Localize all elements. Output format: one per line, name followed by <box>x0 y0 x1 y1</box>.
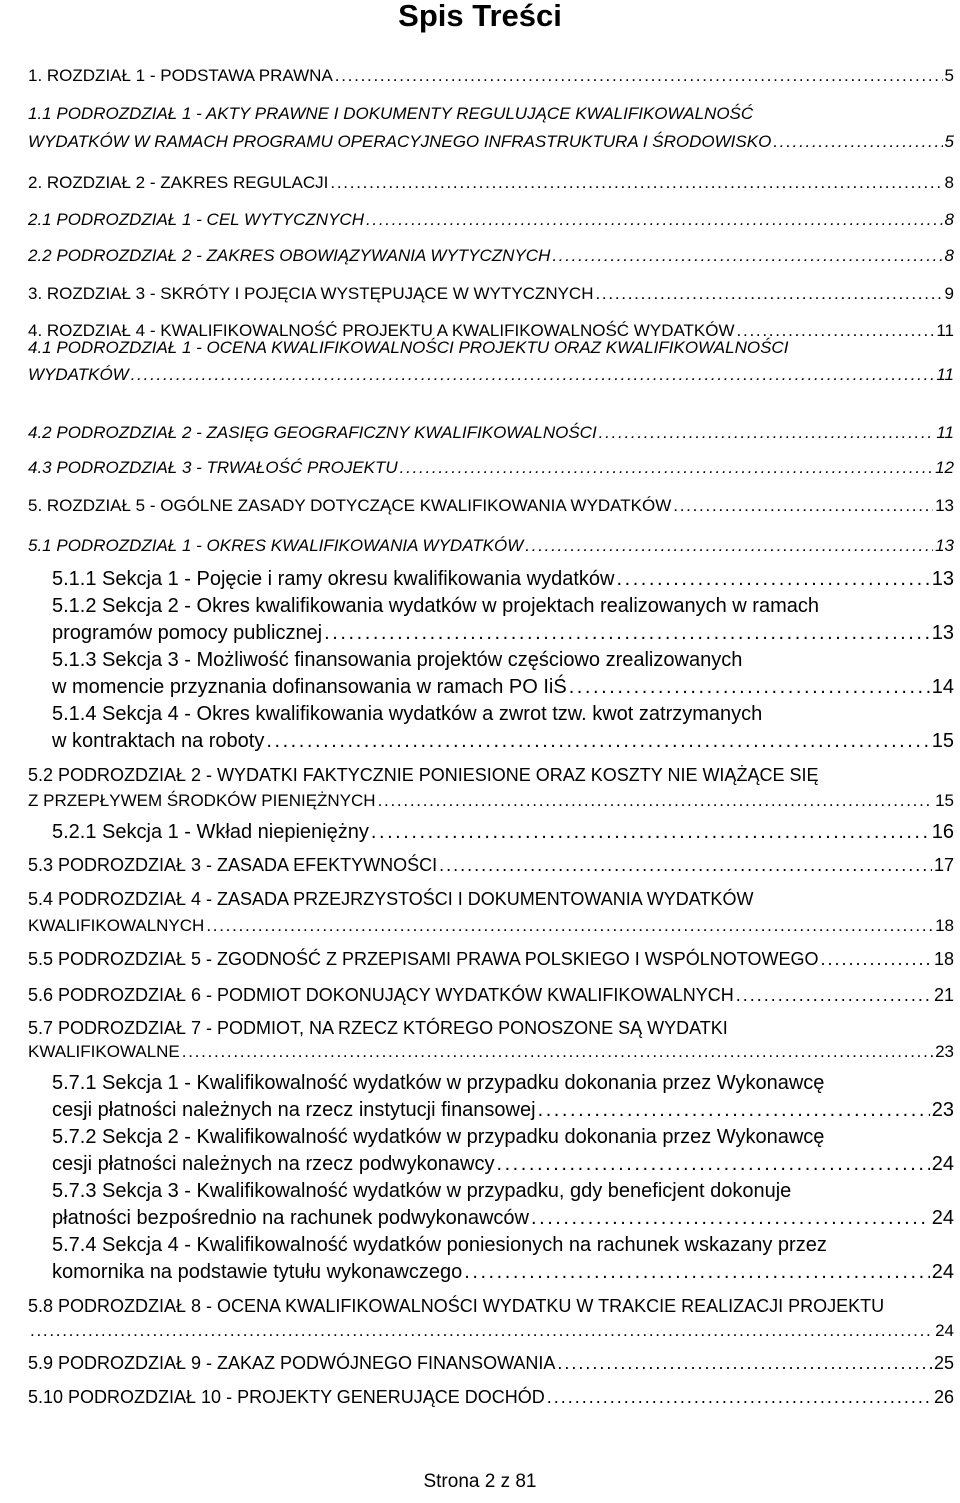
toc-page-number: 8 <box>944 173 954 192</box>
toc-leader <box>131 362 935 388</box>
toc-entry-2-1[interactable] <box>28 207 954 233</box>
toc-leader <box>30 1318 933 1344</box>
toc-leader <box>820 946 932 972</box>
page-footer: Strona 2 z 81 <box>423 1471 537 1492</box>
toc-entry-2[interactable] <box>28 170 954 196</box>
toc-leader <box>595 281 942 307</box>
toc-entry-5-1-1[interactable] <box>52 566 954 592</box>
toc-entry-text: 4. ROZDZIAŁ 4 - KWALIFIKOWALNOŚĆ PROJEKTU A KWALIFIKOWALNOŚĆ WYDATKÓW <box>28 321 735 340</box>
toc-page-number: 23 <box>931 1099 954 1121</box>
toc-leader <box>330 170 942 196</box>
toc-entry-4-1-line1[interactable]: 4.1 PODROZDZIAŁ 1 - OCENA KWALIFIKOWALNOŚCI PROJEKTU ORAZ KWALIFIKOWALNOŚCI <box>28 338 789 357</box>
toc-entry-text: KWALIFIKOWALNYCH <box>28 916 205 935</box>
toc-page-number: 12 <box>935 458 954 477</box>
toc-entry-5-1-3[interactable] <box>52 674 954 700</box>
toc-entry-5-10[interactable] <box>28 1384 954 1410</box>
toc-page-number: 13 <box>935 536 954 555</box>
toc-entry-3[interactable] <box>28 281 954 307</box>
toc-page-number: 24 <box>931 1261 954 1283</box>
toc-entry-text: WYDATKÓW W RAMACH PROGRAMU OPERACYJNEGO INFRASTRUKTURA I ŚRODOWISKO <box>28 132 772 151</box>
toc-page-number: 11 <box>936 423 954 442</box>
toc-leader <box>673 493 933 519</box>
toc-entry-5[interactable] <box>28 493 954 519</box>
toc-entry-4-1[interactable] <box>28 362 954 388</box>
toc-entry-text: 2. ROZDZIAŁ 2 - ZAKRES REGULACJI <box>28 173 329 192</box>
toc-page-number: 18 <box>933 949 954 969</box>
toc-leader <box>538 1097 930 1123</box>
toc-entry-text: Z PRZEPŁYWEM ŚRODKÓW PIENIĘŻNYCH <box>28 791 376 810</box>
toc-entry-text: 3. ROZDZIAŁ 3 - SKRÓTY I POJĘCIA WYSTĘPUJĄCE W WYTYCZNYCH <box>28 284 594 303</box>
toc-leader <box>324 620 930 646</box>
toc-page-number: 11 <box>936 321 954 340</box>
toc-leader <box>616 566 929 592</box>
toc-page-number: 17 <box>933 855 954 875</box>
toc-leader <box>736 982 932 1008</box>
toc-page-number: 25 <box>933 1353 954 1373</box>
toc-page-number: 13 <box>931 568 954 590</box>
toc-entry-text: 5.1 PODROZDZIAŁ 1 - OKRES KWALIFIKOWANIA WYDATKÓW <box>28 536 524 555</box>
toc-entry-1-1-line1[interactable]: 1.1 PODROZDZIAŁ 1 - AKTY PRAWNE I DOKUMENTY REGULUJĄCE KWALIFIKOWALNOŚĆ <box>28 104 754 123</box>
toc-entry-2-2[interactable] <box>28 243 954 269</box>
toc-page-number: 24 <box>935 1321 954 1340</box>
toc-leader <box>552 243 942 269</box>
toc-entry-5-5[interactable] <box>28 946 954 972</box>
toc-entry-text: 5.5 PODROZDZIAŁ 5 - ZGODNOŚĆ Z PRZEPISAMI PRAWA POLSKIEGO I WSPÓLNOTOWEGO <box>28 949 819 969</box>
toc-entry-5-7-3-line1[interactable]: 5.7.3 Sekcja 3 - Kwalifikowalność wydatków w przypadku, gdy beneficjent dokonuje <box>52 1180 792 1202</box>
toc-entry-5-7-line1[interactable]: 5.7 PODROZDZIAŁ 7 - PODMIOT, NA RZECZ KTÓREGO PONOSZONE SĄ WYDATKI <box>28 1018 728 1038</box>
toc-leader <box>182 1039 933 1065</box>
toc-entry-5-2-line1[interactable]: 5.2 PODROZDZIAŁ 2 - WYDATKI FAKTYCZNIE PONIESIONE ORAZ KOSZTY NIE WIĄŻĄCE SIĘ <box>28 765 819 785</box>
toc-entry-text: 5.9 PODROZDZIAŁ 9 - ZAKAZ PODWÓJNEGO FINANSOWANIA <box>28 1353 556 1373</box>
page-title: Spis Treści <box>398 0 562 33</box>
toc-page-number: 5 <box>944 66 954 85</box>
toc-entry-5-1-4-line1[interactable]: 5.1.4 Sekcja 4 - Okres kwalifikowania wydatków a zwrot tzw. kwot zatrzymanych <box>52 703 763 725</box>
toc-leader <box>557 1350 932 1376</box>
toc-leader <box>378 788 933 814</box>
toc-entry-text: 5.6 PODROZDZIAŁ 6 - PODMIOT DOKONUJĄCY WYDATKÓW KWALIFIKOWALNYCH <box>28 985 734 1005</box>
toc-entry-text: WYDATKÓW <box>28 365 129 384</box>
toc-entry-5-2[interactable] <box>28 788 954 814</box>
toc-page-number: 15 <box>935 791 954 810</box>
toc-entry-4-3[interactable] <box>28 455 954 481</box>
toc-leader <box>366 207 943 233</box>
toc-entry-text: 1. ROZDZIAŁ 1 - PODSTAWA PRAWNA <box>28 66 333 85</box>
toc-leader <box>335 63 943 89</box>
toc-entry-text: 5.1.1 Sekcja 1 - Pojęcie i ramy okresu kwalifikowania wydatków <box>52 568 615 590</box>
toc-entry-5-1-4[interactable] <box>52 728 954 754</box>
toc-entry-text: komornika na podstawie tytułu wykonawczego <box>52 1261 463 1283</box>
toc-page-number: 18 <box>935 916 954 935</box>
toc-entry-text: cesji płatności należnych na rzecz podwykonawcy <box>52 1153 495 1175</box>
toc-entry-5-6[interactable] <box>28 982 954 1008</box>
toc-entry-text: 2.1 PODROZDZIAŁ 1 - CEL WYTYCZNYCH <box>28 210 364 229</box>
toc-entry-text: w kontraktach na roboty <box>52 730 265 752</box>
toc-entry-5-7-4-line1[interactable]: 5.7.4 Sekcja 4 - Kwalifikowalność wydatków poniesionych na rachunek wskazany przez <box>52 1234 827 1256</box>
toc-entry-text: KWALIFIKOWALNE <box>28 1042 180 1061</box>
toc-leader <box>496 1151 929 1177</box>
toc-entry-5-4-line1[interactable]: 5.4 PODROZDZIAŁ 4 - ZASADA PRZEJRZYSTOŚCI I DOKUMENTOWANIA WYDATKÓW <box>28 889 754 909</box>
toc-entry-text: cesji płatności należnych na rzecz instytucji finansowej <box>52 1099 536 1121</box>
toc-page-number: 9 <box>944 284 954 303</box>
toc-entry-text: w momencie przyznania dofinansowania w ramach PO IiŚ <box>52 676 567 698</box>
toc-page-number: 24 <box>931 1153 954 1175</box>
toc-page-number: 16 <box>931 821 954 843</box>
toc-entry-1-1[interactable] <box>28 129 954 155</box>
toc-leader <box>266 728 929 754</box>
toc-entry-text: 5.2.1 Sekcja 1 - Wkład niepieniężny <box>52 821 369 843</box>
toc-leader <box>206 913 933 939</box>
toc-page-number: 13 <box>931 622 954 644</box>
toc-entry-1[interactable] <box>28 63 954 89</box>
toc-leader <box>531 1205 930 1231</box>
toc-entry-5-7[interactable] <box>28 1039 954 1065</box>
toc-entry-text: 2.2 PODROZDZIAŁ 2 - ZAKRES OBOWIĄZYWANIA WYTYCZNYCH <box>28 246 551 265</box>
toc-entry-5-1[interactable] <box>28 533 954 559</box>
toc-leader <box>464 1259 930 1285</box>
toc-leader <box>400 455 933 481</box>
toc-entry-5-7-2-line1[interactable]: 5.7.2 Sekcja 2 - Kwalifikowalność wydatków w przypadku dokonania przez Wykonawcę <box>52 1126 825 1148</box>
toc-page-number: 11 <box>936 365 954 384</box>
toc-page-number: 13 <box>935 496 954 515</box>
toc-entry-text: 5.3 PODROZDZIAŁ 3 - ZASADA EFEKTYWNOŚCI <box>28 855 438 875</box>
toc-entry-5-7-1[interactable] <box>52 1097 954 1123</box>
toc-entry-5-7-1-line1[interactable]: 5.7.1 Sekcja 1 - Kwalifikowalność wydatków w przypadku dokonania przez Wykonawcę <box>52 1072 825 1094</box>
toc-entry-5-4[interactable] <box>28 913 954 939</box>
toc-entry-text: programów pomocy publicznej <box>52 622 323 644</box>
toc-entry-text: 5. ROZDZIAŁ 5 - OGÓLNE ZASADY DOTYCZĄCE KWALIFIKOWANIA WYDATKÓW <box>28 496 672 515</box>
toc-entry-text: 5.10 PODROZDZIAŁ 10 - PROJEKTY GENERUJĄCE DOCHÓD <box>28 1387 545 1407</box>
toc-entry-text: płatności bezpośrednio na rachunek podwykonawców <box>52 1207 529 1229</box>
toc-entry-5-7-4[interactable] <box>52 1259 954 1285</box>
toc-page-number: 14 <box>931 676 954 698</box>
toc-entry-5-1-3-line1[interactable]: 5.1.3 Sekcja 3 - Możliwość finansowania projektów częściowo zrealizowanych <box>52 649 743 671</box>
toc-entry-5-9[interactable] <box>28 1350 954 1376</box>
toc-entry-5-7-2[interactable] <box>52 1151 954 1177</box>
toc-leader <box>439 852 932 878</box>
toc-page-number: 15 <box>931 730 954 752</box>
toc-page-number: 8 <box>944 246 954 265</box>
toc-page-number: 24 <box>931 1207 954 1229</box>
toc-leader <box>773 129 942 155</box>
toc-entry-5-1-2-line1[interactable]: 5.1.2 Sekcja 2 - Okres kwalifikowania wydatków w projektach realizowanych w ramach <box>52 595 819 617</box>
toc-entry-5-3[interactable] <box>28 852 954 878</box>
toc-leader <box>547 1384 932 1410</box>
toc-entry-text: 4.3 PODROZDZIAŁ 3 - TRWAŁOŚĆ PROJEKTU <box>28 458 398 477</box>
toc-page-number: 5 <box>944 132 954 151</box>
toc-leader <box>569 674 930 700</box>
toc-leader <box>371 819 930 845</box>
toc-page-number: 21 <box>933 985 954 1005</box>
toc-entry-5-7-3[interactable] <box>52 1205 954 1231</box>
toc-entry-4-2[interactable] <box>28 420 954 446</box>
toc-leader <box>525 533 933 559</box>
toc-entry-5-1-2[interactable] <box>52 620 954 646</box>
toc-entry-5-8[interactable] <box>28 1318 954 1344</box>
toc-entry-5-8-line1[interactable]: 5.8 PODROZDZIAŁ 8 - OCENA KWALIFIKOWALNOŚCI WYDATKU W TRAKCIE REALIZACJI PROJEKTU <box>28 1296 885 1316</box>
toc-page-number: 23 <box>935 1042 954 1061</box>
toc-entry-5-2-1[interactable] <box>52 819 954 845</box>
toc-leader <box>599 420 935 446</box>
toc-entry-text: 4.2 PODROZDZIAŁ 2 - ZASIĘG GEOGRAFICZNY KWALIFIKOWALNOŚCI <box>28 423 597 442</box>
toc-page-number: 8 <box>944 210 954 229</box>
toc-page-number: 26 <box>933 1387 954 1407</box>
